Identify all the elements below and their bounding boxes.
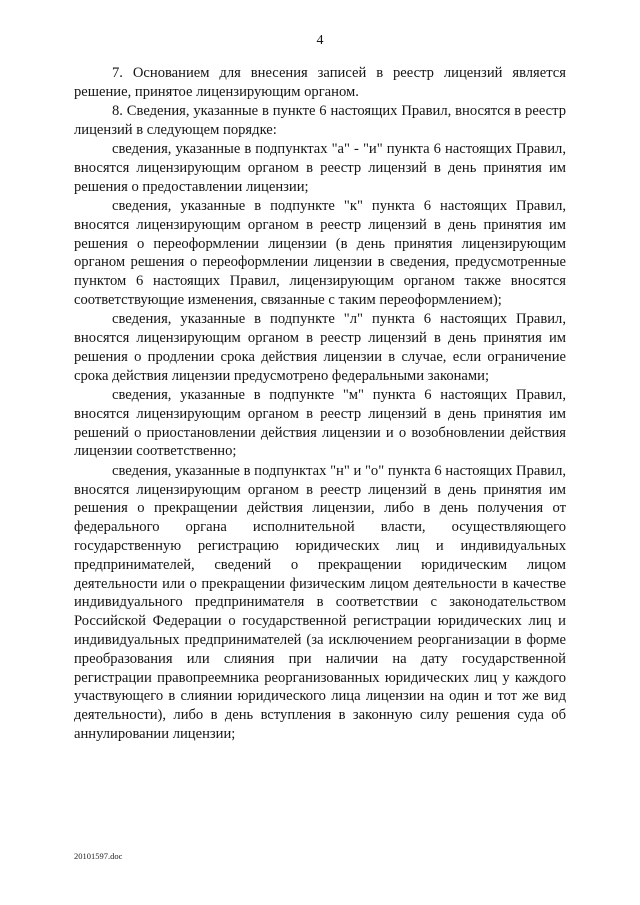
paragraph-8-subitem-m: сведения, указанные в подпункте "м" пункта 6 настоящих Правил, вносятся лицензирующим органом в реестр лицензий в день принятия им решений о приостановлении действия лицензии и о возобновлении действия лицензии соответственно; (74, 387, 566, 460)
paragraph-8-subitem-a-i: сведения, указанные в подпунктах "а" - "и" пункта 6 настоящих Правил, вносятся лицензирующим органом в реестр лицензий в день принятия им решения о предоставлении лицензии; (74, 141, 566, 195)
document-body (74, 64, 566, 744)
page-number: 4 (316, 33, 324, 48)
paragraph-8-subitem-k: сведения, указанные в подпункте "к" пункта 6 настоящих Правил, вносятся лицензирующим органом в реестр лицензий в день принятия им решения о переоформлении лицензии (в день принятия лицензирующим органом решения о переоформлении лицензии в сведения, предусмотренные пунктом 6 настоящих Правил, лицензирующим органом также вносятся соответствующие изменения, связанные с таким переоформлением); (74, 198, 566, 309)
paragraph-8: 8. Сведения, указанные в пункте 6 настоящих Правил, вносятся в реестр лицензий в следующем порядке: (74, 103, 566, 138)
file-name-footer: 20101597.doc (74, 851, 123, 861)
paragraph-8-subitem-n-o: сведения, указанные в подпунктах "н" и "о" пункта 6 настоящих Правил, вносятся лицензирующим органом в реестр лицензий в день принятия им решения о прекращении действия лицензии, либо в день получения от федерального органа исполнительной власти, осуществляющего государственную регистрацию юридических лиц и индивидуальных предпринимателей, сведений о прекращении юридическим лицом деятельности или о прекращении физическим лицом деятельности в качестве индивидуального предпринимателя в соответствии с законодательством Российской Федерации о государственной регистрации юридических лиц и индивидуальных предпринимателей (за исключением реорганизации в форме преобразования или слияния при наличии на дату государственной регистрации правопреемника реорганизованных юридических лиц у каждого участвующего в слиянии юридического лица лицензии на один и тот же вид деятельности), либо в день вступления в законную силу решения суда об аннулировании лицензии; (74, 462, 566, 742)
paragraph-8-subitem-l: сведения, указанные в подпункте "л" пункта 6 настоящих Правил, вносятся лицензирующим органом в реестр лицензий в день принятия им решения о продлении срока действия лицензии в случае, если ограничение срока действия лицензии предусмотрено федеральными законами; (74, 311, 566, 384)
paragraph-7: 7. Основанием для внесения записей в реестр лицензий является решение, принятое лицензирующим органом. (74, 65, 566, 100)
